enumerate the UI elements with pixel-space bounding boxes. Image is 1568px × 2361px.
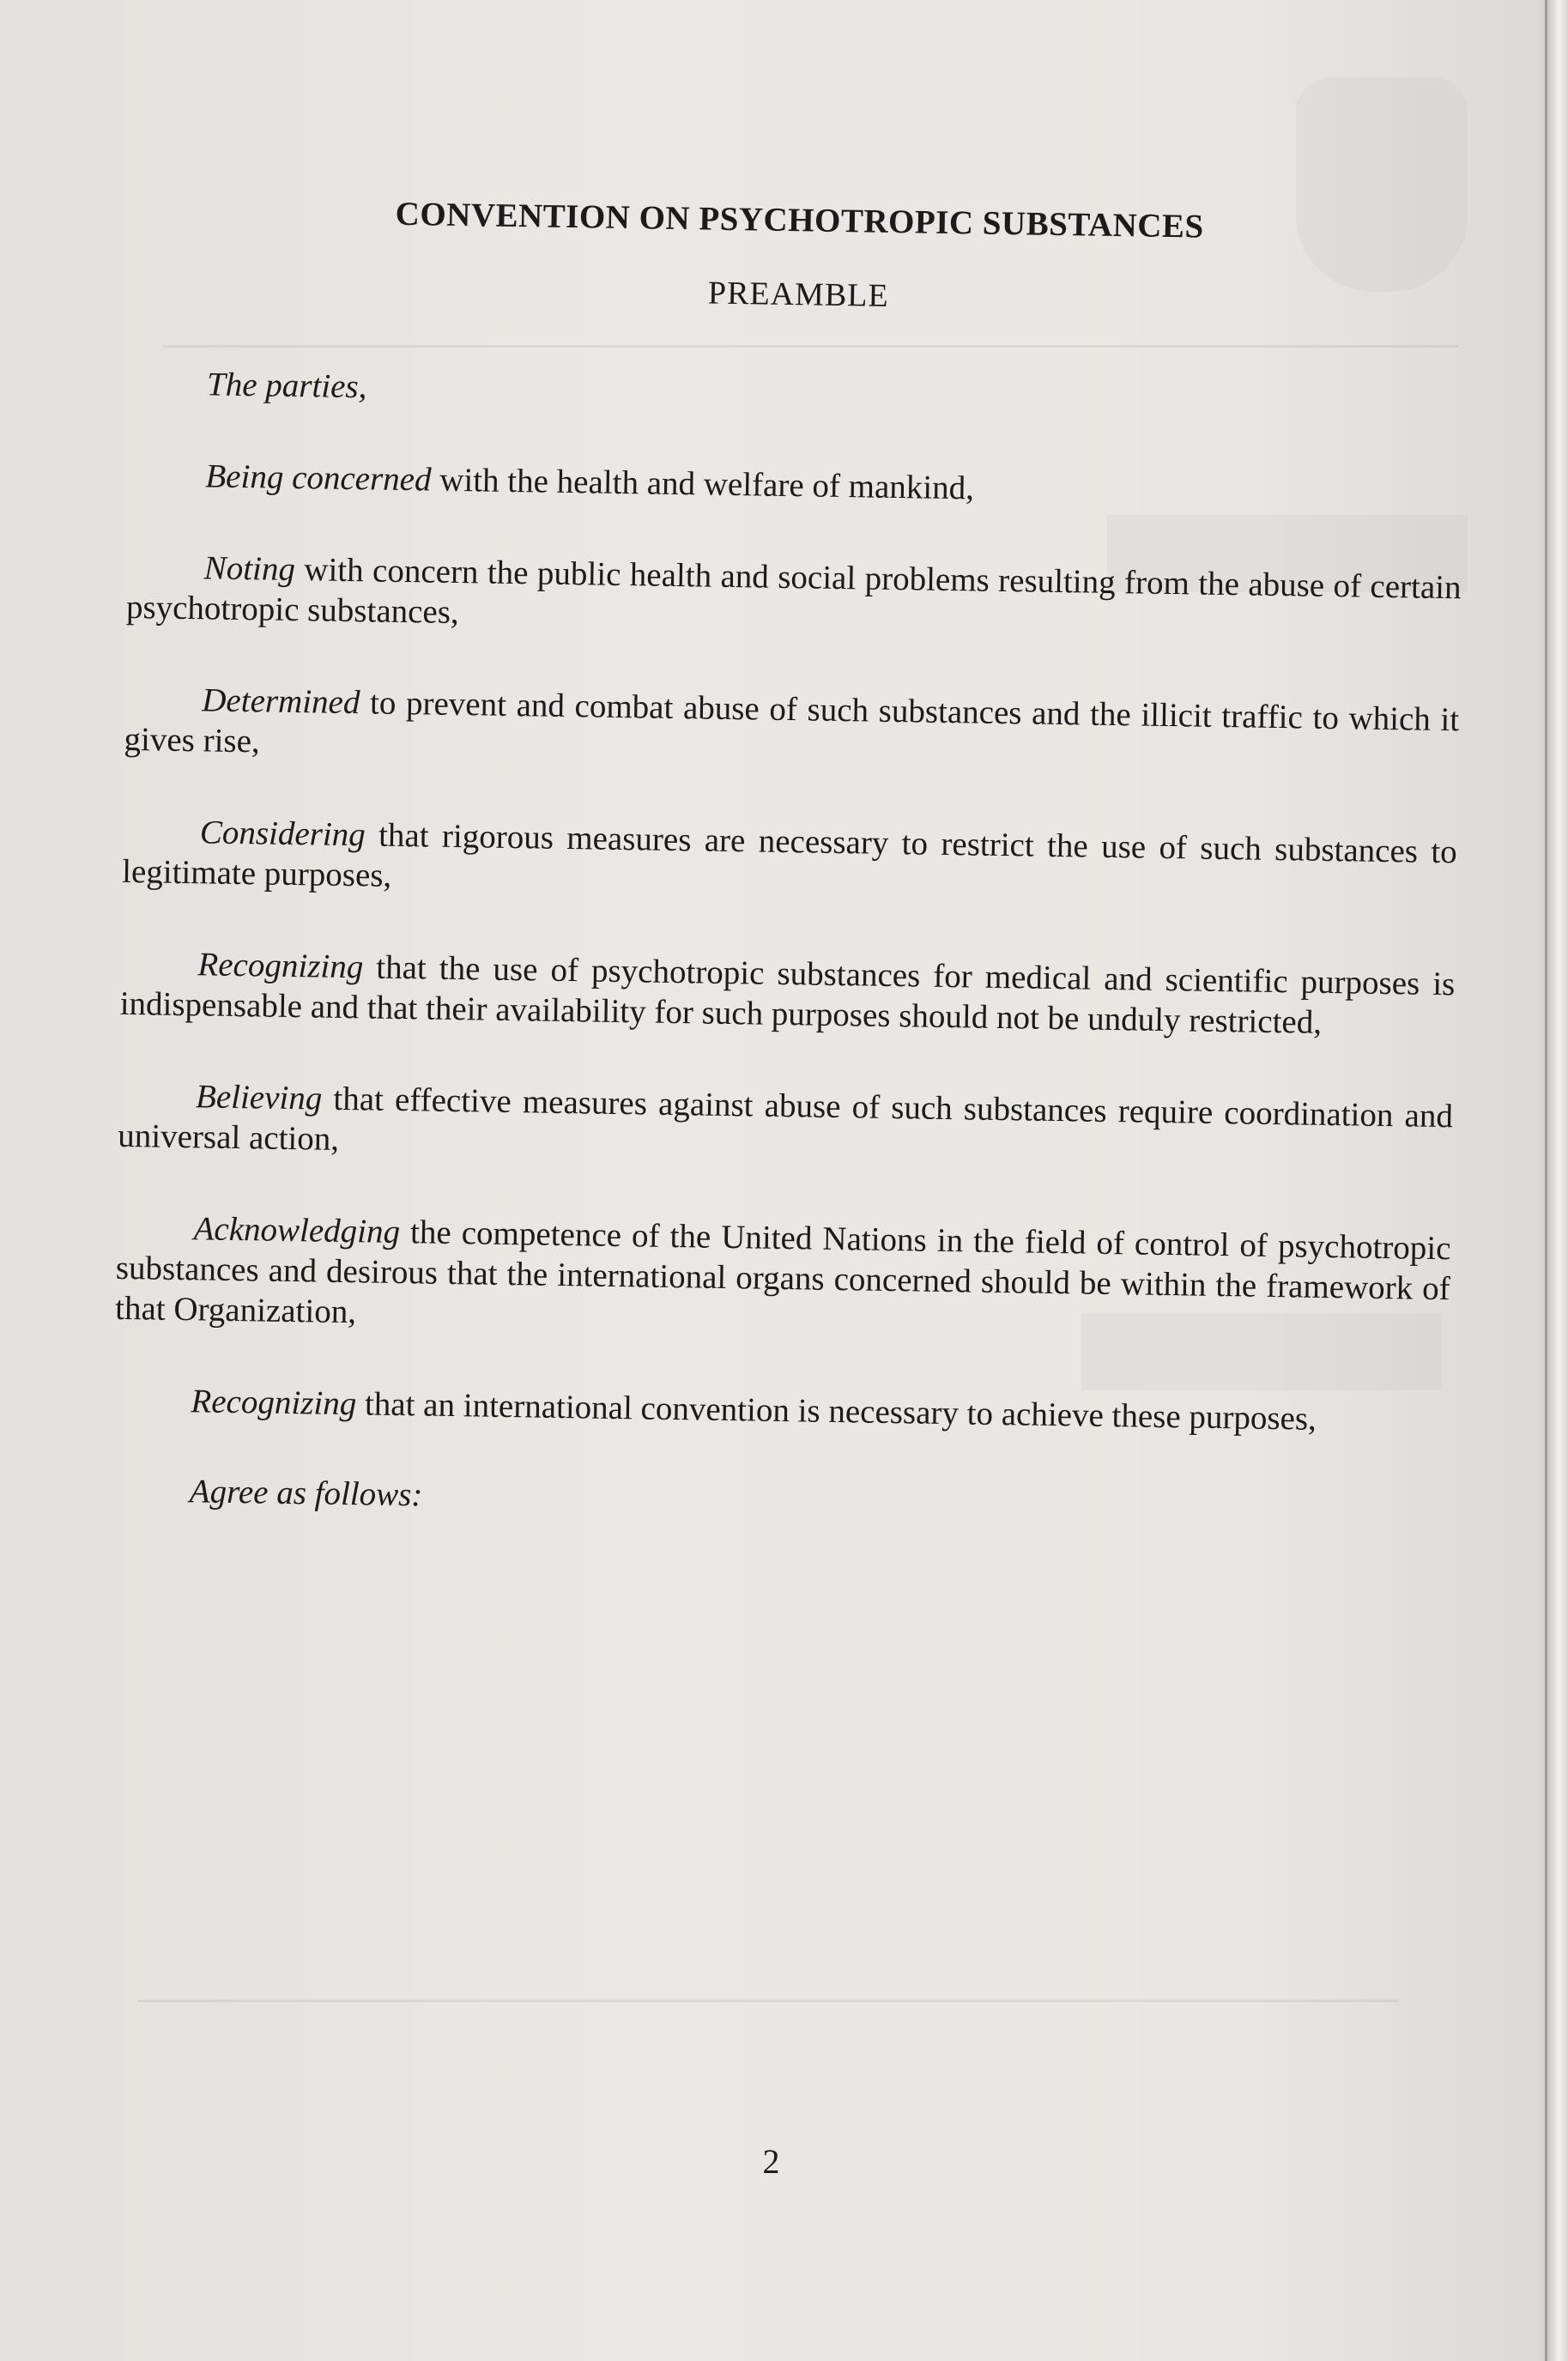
document-title: CONVENTION ON PSYCHOTROPIC SUBSTANCES	[395, 195, 1204, 245]
paragraph-text: the competence of the United Nations in the field of control of psychotropic substances and desirous that the international organs concerned should be within the framework of that Organization,	[114, 1214, 1451, 1331]
paragraph-text: that rigorous measures are necessary to restrict the use of such substances to legitimate purposes,	[121, 816, 1458, 894]
preamble-paragraph	[122, 811, 1457, 912]
preamble-paragraph	[113, 1380, 1449, 1441]
paragraph-lead: Considering	[199, 814, 366, 854]
paragraph-lead: Acknowledging	[193, 1210, 401, 1251]
preamble-paragraph	[128, 455, 1463, 516]
document-body	[112, 172, 1467, 1531]
bleed-through-rule	[137, 2000, 1399, 2002]
intro-line	[130, 363, 1465, 424]
intro-text: The parties,	[206, 366, 367, 406]
binding-edge-line	[1545, 0, 1547, 2361]
paragraph-text: that effective measures against abuse of such substances require coordination and universal action,	[118, 1080, 1454, 1158]
preamble-heading: PREAMBLE	[707, 275, 890, 314]
paragraph-text: with the health and welfare of mankind,	[431, 461, 975, 507]
preamble-paragraph	[126, 547, 1462, 648]
paragraph-lead: Believing	[195, 1078, 323, 1117]
preamble-paragraph	[119, 943, 1455, 1044]
preamble-paragraph	[115, 1208, 1451, 1349]
preamble-paragraph	[118, 1075, 1453, 1177]
paragraph-lead: Recognizing	[197, 946, 364, 986]
preamble-paragraph	[124, 679, 1459, 780]
closing-text: Agree as follows:	[189, 1473, 423, 1514]
page-number: 2	[762, 2142, 780, 2181]
paragraph-lead: Being concerned	[205, 457, 432, 499]
paragraph-lead: Noting	[203, 549, 296, 589]
paragraph-text: that an international convention is necessary to achieve these purposes,	[355, 1385, 1317, 1438]
paragraph-text: to prevent and combat abuse of such substances and the illicit traffic to which it gives rise,	[124, 684, 1460, 760]
paragraph-lead: Determined	[201, 681, 360, 722]
paragraph-text: with concern the public health and social problems resulting from the abuse of certain psychotropic substances,	[125, 551, 1462, 632]
closing-line	[112, 1470, 1447, 1531]
paragraph-lead: Recognizing	[191, 1383, 357, 1423]
binding-gutter	[1537, 0, 1568, 2361]
paragraph-text: that the use of psychotropic substances for medical and scientific purposes is indispensable and that their availability for such purposes should not be unduly restricted,	[119, 948, 1456, 1041]
